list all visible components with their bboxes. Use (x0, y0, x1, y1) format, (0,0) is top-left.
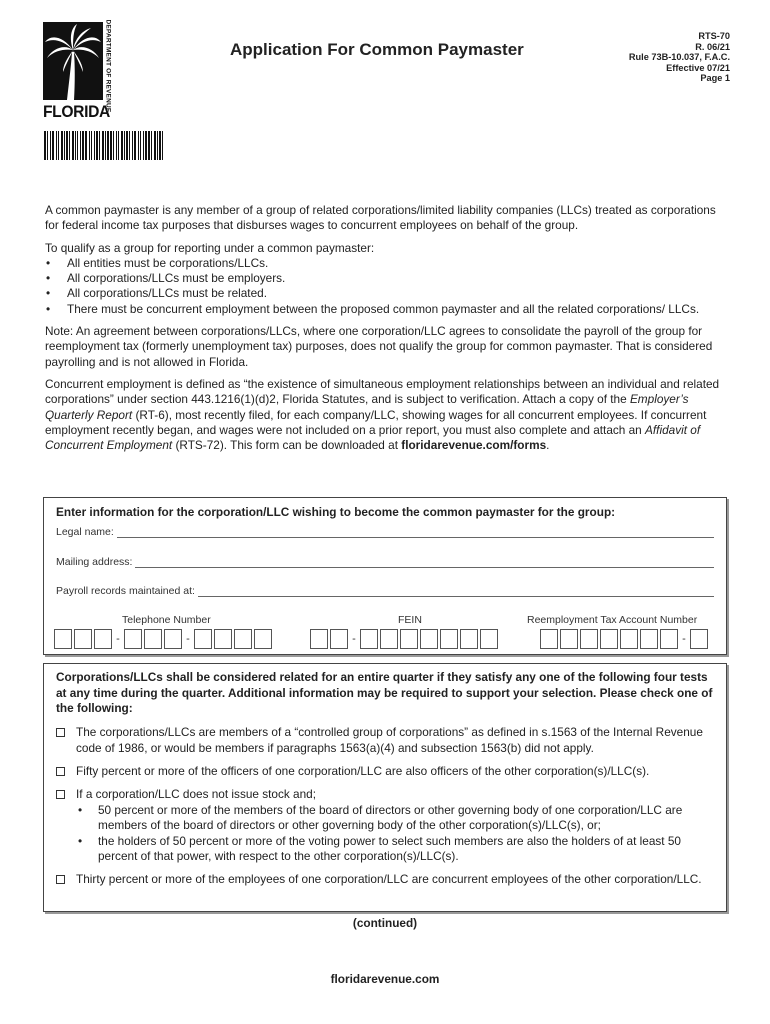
test-option-employees (56, 872, 720, 888)
telephone-separator: - (116, 633, 120, 645)
test-option-officers (56, 764, 720, 780)
florida-dor-logo (43, 19, 112, 121)
telephone-digit-box[interactable] (234, 629, 252, 649)
fein-digit-box[interactable] (440, 629, 458, 649)
reemployment-account-field (540, 629, 710, 649)
qualify-item: • All entities must be corporations/LLCs. (45, 256, 729, 271)
reemployment-separator: - (682, 633, 686, 645)
palm-tree-icon (43, 22, 103, 100)
fein-digit-box[interactable] (330, 629, 348, 649)
form-title: Application For Common Paymaster (230, 40, 524, 59)
payroll-records-label: Payroll records maintained at: (56, 585, 195, 597)
checkbox[interactable] (56, 790, 65, 799)
telephone-digit-box[interactable] (164, 629, 182, 649)
fein-digit-box[interactable] (310, 629, 328, 649)
telephone-number-field (54, 629, 274, 649)
telephone-digit-box[interactable] (194, 629, 212, 649)
concurrent-text: . (546, 438, 550, 453)
reemployment-digit-box[interactable] (580, 629, 598, 649)
checkbox[interactable] (56, 728, 65, 737)
telephone-digit-box[interactable] (144, 629, 162, 649)
form-revision: R. 06/21 (695, 41, 730, 52)
fein-separator: - (352, 633, 356, 645)
paymaster-section-heading: Enter information for the corporation/LLC wishing to become the common paymaster for the group: (56, 505, 616, 519)
mailing-address-label: Mailing address: (56, 556, 133, 568)
telephone-digit-box[interactable] (94, 629, 112, 649)
qualify-list (45, 256, 729, 317)
telephone-digit-box[interactable] (214, 629, 232, 649)
form-effective: Effective 07/21 (666, 62, 730, 73)
sub-item: • the holders of 50 percent or more of the voting power to select such members are also the holders of at least 50 percent of that power, with respect to the other corporation(s)/LLC(s). (76, 834, 720, 865)
telephone-digit-box[interactable] (74, 629, 92, 649)
logo-side-text: DEPARTMENT OF REVENUE (104, 19, 112, 113)
definition-paragraph: A common paymaster is any member of a group of related corporations/limited liability companies (LLCs) treated as corporations for federal income tax purposes that disburses wages to concurrent employees on behalf of the group. (45, 203, 716, 233)
reemployment-digit-box[interactable] (640, 629, 658, 649)
option-text: If a corporation/LLC does not issue stock and; (76, 787, 317, 801)
reemployment-digit-box[interactable] (620, 629, 638, 649)
legal-name-field[interactable] (117, 527, 714, 538)
sub-item: • 50 percent or more of the members of the board of directors or other governing body of one corporation/LLC are members of the board of directors or other governing body of the other corporation(s)/LLC(s), or; (76, 803, 720, 834)
option-text: Fifty percent or more of the officers of one corporation/LLC are also officers of the other corporation(s)/LLC(s). (76, 764, 650, 778)
test-option-no-stock (56, 787, 720, 865)
payroll-records-field[interactable] (198, 586, 714, 597)
mailing-address-row (56, 556, 714, 568)
reemployment-digit-box[interactable] (690, 629, 708, 649)
rts72-form-title: Affidavit of Concurrent Employment (45, 422, 701, 453)
footer-website[interactable]: floridarevenue.com (330, 972, 440, 986)
fein-digit-box[interactable] (460, 629, 478, 649)
note-paragraph: Note: An agreement between corporations/LLCs, where one corporation/LLC agrees to consolidate the payroll of the group for reemployment tax (formerly unemployment tax) purposes, does not qualify the group for common paymaster. That is considered payrolling and is not allowed in Florida. (45, 324, 713, 369)
reemployment-digit-box[interactable] (600, 629, 618, 649)
forms-link[interactable]: floridarevenue.com/forms (401, 438, 547, 453)
related-section-heading: Corporations/LLCs shall be considered related for an entire quarter if they satisfy any one of the following four tests at any time during the quarter. Additional information may be required to support your selection. Please check one of the following: (56, 670, 713, 716)
qualify-lead: To qualify as a group for reporting under a common paymaster: (45, 240, 375, 255)
form-page-number: Page 1 (700, 73, 730, 84)
fein-digit-box[interactable] (380, 629, 398, 649)
fein-label: FEIN (398, 614, 422, 626)
reemployment-digit-box[interactable] (560, 629, 578, 649)
telephone-digit-box[interactable] (254, 629, 272, 649)
telephone-separator: - (186, 633, 190, 645)
fein-digit-box[interactable] (400, 629, 418, 649)
concurrent-text: (RT-6), most recently filed, for each company/LLC, showing wages for all concurrent employees. If concurrent employment recently began, and wages were not included on a prior report, you must also complete and attach an (45, 407, 707, 437)
option-text: The corporations/LLCs are members of a “controlled group of corporations” as defined in s.1563 of the Internal Revenue code of 1986, or would be members if paragraphs 1563(a)(4) and subsection 1563(b) did not apply. (76, 725, 703, 755)
qualify-item: • There must be concurrent employment between the proposed common paymaster and all the related corporations/ LLCs. (45, 302, 729, 317)
qualify-item: • All corporations/LLCs must be employers. (45, 271, 729, 286)
continued-note: (continued) (352, 916, 418, 930)
instructions (45, 203, 729, 460)
reemployment-digit-box[interactable] (660, 629, 678, 649)
fein-digit-box[interactable] (360, 629, 378, 649)
concurrent-employment-paragraph (45, 377, 729, 453)
rt6-form-title: Employer’s Quarterly Report (45, 392, 689, 422)
form-barcode (44, 131, 228, 160)
mailing-address-field[interactable] (135, 557, 714, 568)
qualify-item: • All corporations/LLCs must be related. (45, 286, 729, 301)
fein-digit-box[interactable] (480, 629, 498, 649)
logo-wordmark: FLORIDA (43, 102, 110, 121)
checkbox[interactable] (56, 767, 65, 776)
checkbox[interactable] (56, 875, 65, 884)
telephone-digit-box[interactable] (54, 629, 72, 649)
payroll-records-row (56, 585, 714, 597)
fein-digit-box[interactable] (420, 629, 438, 649)
legal-name-label: Legal name: (56, 526, 114, 538)
concurrent-text: (RTS-72). This form can be downloaded at (172, 438, 402, 453)
no-stock-sub-list (56, 803, 720, 865)
fein-field (310, 629, 500, 649)
option-text: Thirty percent or more of the employees of one corporation/LLC are concurrent employees of the other corporation/LLC. (76, 872, 702, 886)
form-number: RTS-70 (698, 31, 730, 41)
palm-tree-emblem (43, 22, 103, 100)
telephone-digit-box[interactable] (124, 629, 142, 649)
test-option-controlled-group (56, 725, 720, 756)
legal-name-row (56, 526, 714, 538)
related-corporations-section (43, 663, 727, 912)
paymaster-info-section (43, 497, 727, 655)
barcode-bar (163, 131, 165, 160)
form-rule: Rule 73B-10.037, F.A.C. (628, 52, 730, 63)
concurrent-text: Concurrent employment is defined as “the existence of simultaneous employment relationships between an individual and related corporations” under section 443.1216(1)(d)2, Florida Statutes, and is subject to verification. Attach a copy of the (45, 376, 720, 407)
form-meta (629, 31, 730, 84)
reemployment-account-label: Reemployment Tax Account Number (527, 614, 698, 626)
reemployment-digit-box[interactable] (540, 629, 558, 649)
telephone-label: Telephone Number (122, 614, 211, 626)
